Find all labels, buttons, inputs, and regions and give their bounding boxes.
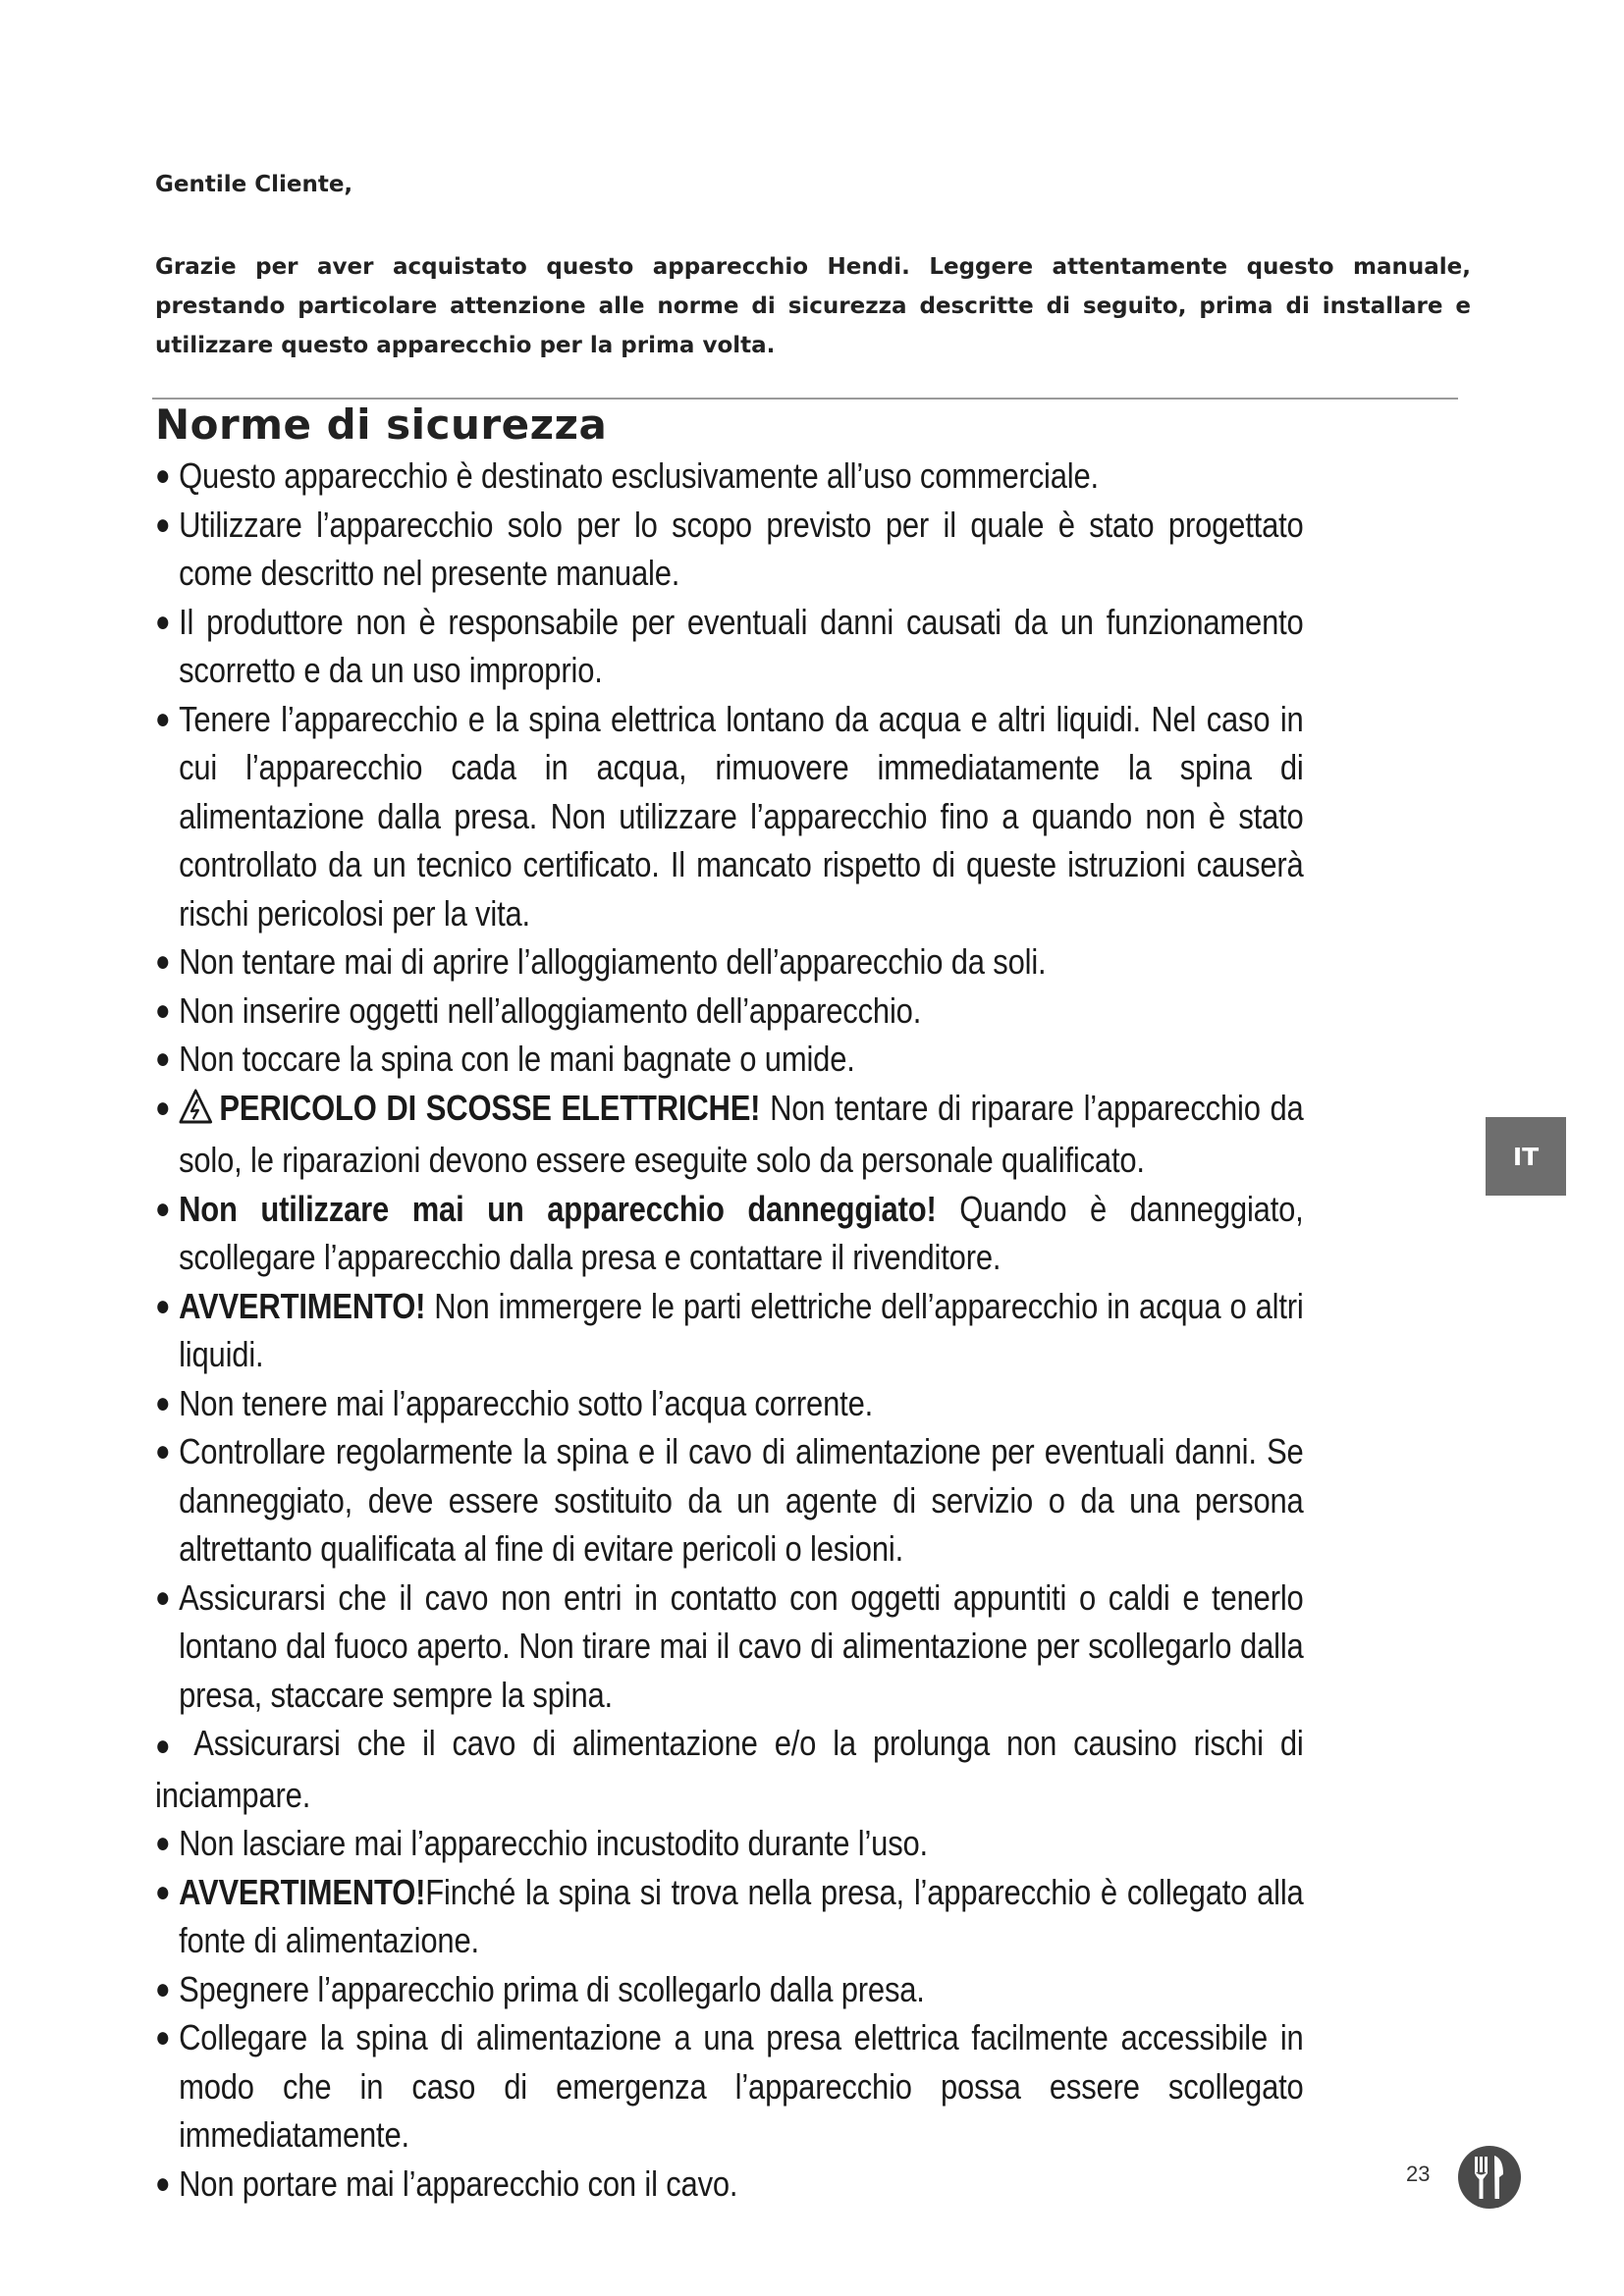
rule-text: Assicurarsi che il cavo non entri in contatto con oggetti appuntiti o caldi e tenerlo lontano dal fuoco aperto. Non tirare mai il cavo di alimentazione per scollegarlo dalla presa, staccare sempre la spina. [179, 1576, 1304, 1715]
rule-bold-text: Non utilizzare mai un apparecchio danneggiato! [179, 1188, 937, 1229]
bullet-icon: ● [155, 1827, 171, 1859]
rule-text: Non tentare mai di aprire l’alloggiamento dell’apparecchio da soli. [179, 941, 1047, 982]
rule-text: Non tenere mai l’apparecchio sotto l’acqua corrente. [179, 1382, 874, 1423]
section-divider [152, 398, 1458, 400]
bullet-icon: ● [155, 1580, 171, 1614]
rule-item [155, 987, 1304, 1036]
rule-text: Quando è danneggiato, scollegare l’apparecchio dalla presa e contattare il rivenditore. [179, 1188, 1304, 1277]
bullet-icon: ● [155, 993, 171, 1027]
rule-item [155, 695, 1304, 938]
rule-item [155, 1084, 1304, 1185]
rule-item [155, 2013, 1304, 2160]
rule-item [155, 1035, 1304, 1084]
rule-item [155, 1574, 1304, 1720]
rule-item [155, 937, 1304, 987]
rule-item [155, 501, 1304, 598]
bullet-icon: ● [155, 1435, 171, 1468]
rule-text: Non portare mai l’apparecchio con il cavo. [179, 2163, 738, 2204]
safety-rules-list [155, 452, 1304, 2208]
bullet-icon: ● [155, 1730, 179, 1762]
bullet-icon: ● [155, 702, 171, 735]
rule-text: Controllare regolarmente la spina e il cavo di alimentazione per eventuali danni. Se danneggiato, deve essere sostituito da un agente di servizio o da una persona altrettanto qualificata al fine di evitare pericoli o lesioni. [179, 1431, 1304, 1569]
greeting: Gentile Cliente, [155, 172, 353, 197]
bullet-icon: ● [155, 1192, 171, 1225]
bullet-icon: ● [155, 459, 171, 492]
rule-item [155, 1719, 1304, 1819]
rule-text: Utilizzare l’apparecchio solo per lo scopo previsto per il quale è stato progettato come descritto nel presente manuale. [179, 504, 1304, 593]
rule-item [155, 1282, 1304, 1379]
rule-item [155, 1185, 1304, 1282]
electric-hazard-icon [179, 1088, 212, 1137]
bullet-icon: ● [155, 1386, 171, 1419]
rule-text: Non immergere le parti elettriche dell’apparecchio in acqua o altri liquidi. [179, 1285, 1304, 1374]
bullet-icon: ● [155, 507, 171, 541]
rule-text: Non toccare la spina con le mani bagnate o umide. [179, 1039, 855, 1079]
rule-bold-text: AVVERTIMENTO! [179, 1285, 426, 1326]
rule-text: Il produttore non è responsabile per eventuali danni causati da un funzionamento scorretto e da un uso improprio. [179, 601, 1304, 690]
rule-text: Non inserire oggetti nell’alloggiamento dell’apparecchio. [179, 989, 922, 1031]
rule-bold-text: PERICOLO DI SCOSSE ELETTRICHE! [219, 1087, 761, 1128]
intro-paragraph: Grazie per aver acquistato questo apparecchio Hendi. Leggere attentamente questo manuale, prestando particolare attenzione alle norme di sicurezza descritte di seguito, prima di installare e utilizzare questo apparecchio per la prima volta. [155, 254, 1471, 358]
rule-item [155, 598, 1304, 695]
language-tab: IT [1486, 1117, 1566, 1196]
bullet-icon: ● [155, 2021, 171, 2054]
rule-item [155, 1427, 1304, 1574]
rule-item [155, 1819, 1304, 1868]
bullet-icon: ● [155, 2166, 171, 2200]
bullet-icon: ● [155, 945, 171, 978]
rule-text: Collegare la spina di alimentazione a una presa elettrica facilmente accessibile in modo che in caso di emergenza l’apparecchio possa essere scollegato immediatamente. [179, 2017, 1304, 2155]
rule-text: Questo apparecchio è destinato esclusivamente all’uso commerciale. [179, 455, 1099, 496]
page-number: 23 [1406, 2162, 1431, 2186]
rule-text: Non lasciare mai l’apparecchio incustodito durante l’uso. [179, 1823, 928, 1863]
rule-item [155, 1965, 1304, 2014]
bullet-icon: ● [155, 1875, 171, 1908]
rule-text: Spegnere l’apparecchio prima di scollegarlo dalla presa. [179, 1968, 925, 2009]
bullet-icon: ● [155, 1289, 171, 1322]
rule-item [155, 1379, 1304, 1428]
rule-item [155, 452, 1304, 501]
bullet-icon: ● [155, 1972, 171, 2005]
rule-bold-text: AVVERTIMENTO! [179, 1871, 426, 1912]
section-title: Norme di sicurezza [155, 400, 608, 449]
bullet-icon: ● [155, 605, 171, 638]
rule-text: Non tentare di riparare l’apparecchio da solo, le riparazioni devono essere eseguite solo da personale qualificato. [179, 1087, 1304, 1180]
rule-item [155, 1868, 1304, 1965]
bullet-icon: ● [155, 1091, 171, 1124]
rule-item [155, 2160, 1304, 2209]
cutlery-icon [1457, 2145, 1522, 2210]
bullet-icon: ● [155, 1042, 171, 1075]
rule-text: Assicurarsi che il cavo di alimentazione e/o la prolunga non causino rischi di inciampare. [155, 1723, 1304, 1815]
rule-text: Tenere l’apparecchio e la spina elettrica lontano da acqua e altri liquidi. Nel caso in cui l’apparecchio cada in acqua, rimuovere immediatamente la spina di alimentazione dalla presa. Non utilizzare l’apparecchio fino a quando non è stato controllato da un tecnico certificato. Il mancato rispetto di queste istruzioni causerà rischi pericolosi per la vita. [179, 698, 1304, 934]
rule-text: Finché la spina si trova nella presa, l’apparecchio è collegato alla fonte di alimentazione. [179, 1871, 1304, 1960]
